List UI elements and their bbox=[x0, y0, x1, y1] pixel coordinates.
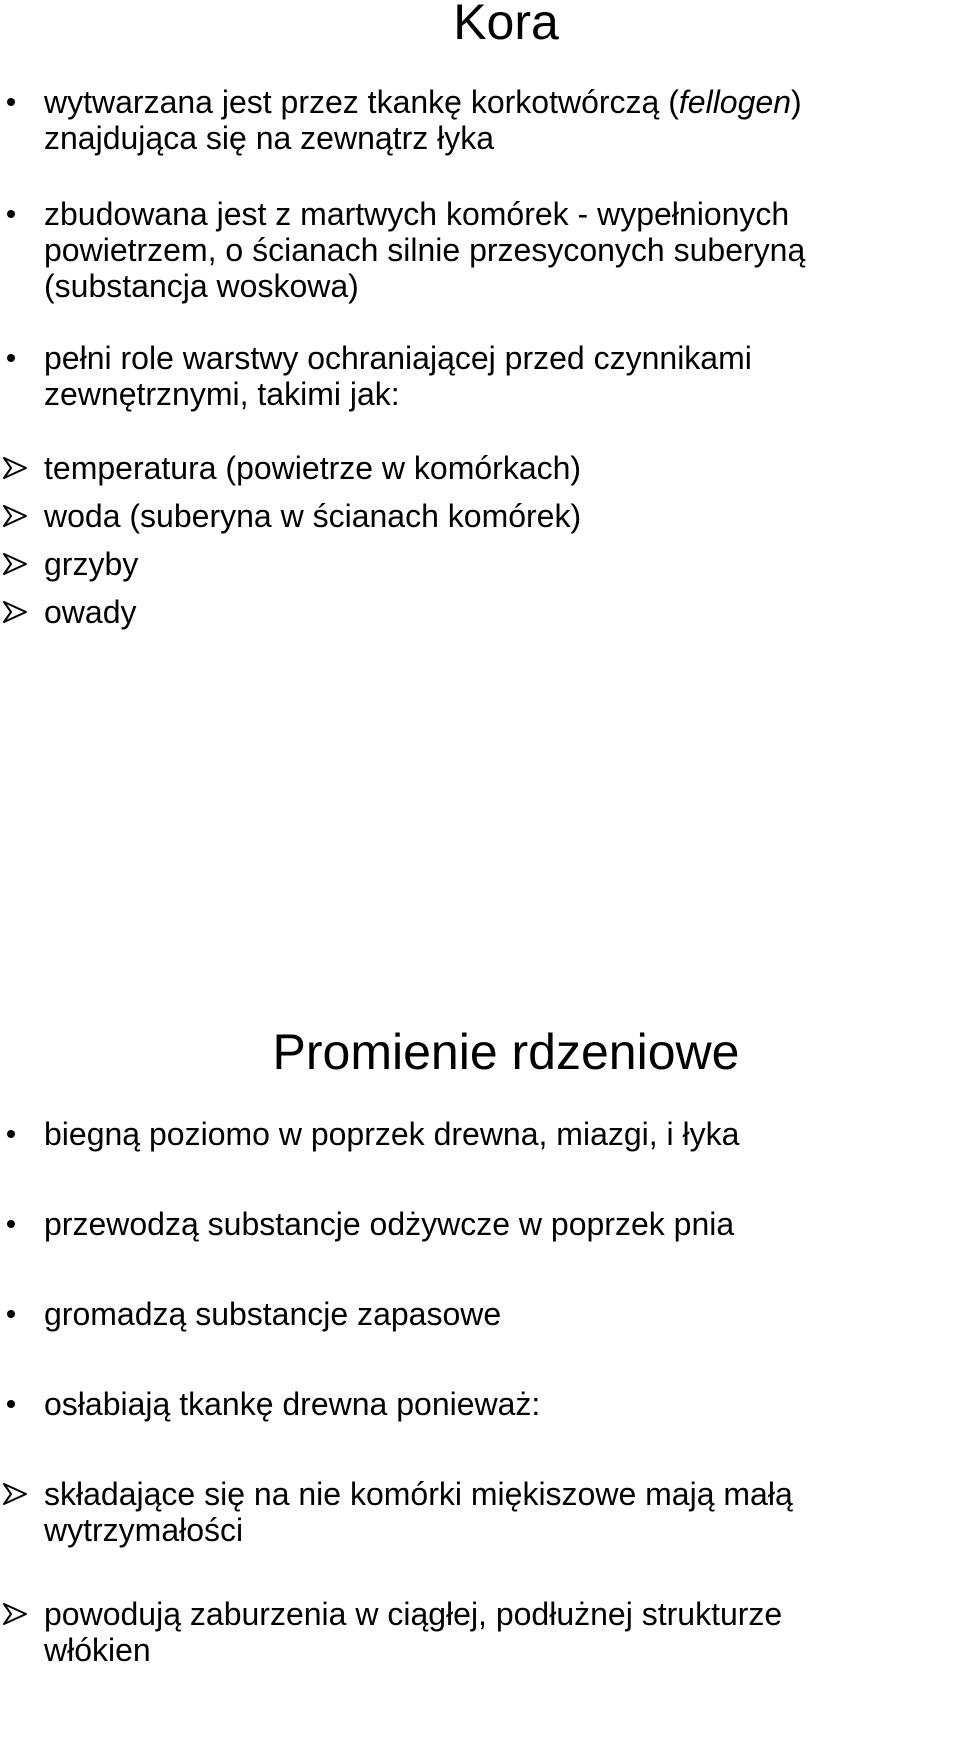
text-run: gromadzą substancje zapasowe bbox=[44, 1296, 502, 1332]
text-run: osłabiają tkankę drewna ponieważ: bbox=[44, 1386, 541, 1422]
text-run: powietrzem, o ścianach silnie przesyconych suberyną bbox=[44, 232, 806, 268]
arrowhead-bullet-icon bbox=[2, 594, 42, 630]
text-run: woda (suberyna w ścianach komórek) bbox=[44, 498, 582, 534]
italic-term: fellogen bbox=[678, 84, 791, 120]
list-item-text bbox=[44, 84, 944, 156]
text-line bbox=[44, 1476, 944, 1512]
text-run: przewodzą substancje odżywcze w poprzek pnia bbox=[44, 1206, 735, 1242]
text-line bbox=[44, 450, 944, 486]
list-item-text bbox=[44, 450, 944, 486]
text-line bbox=[44, 84, 944, 120]
text-line bbox=[44, 196, 944, 232]
text-line bbox=[44, 546, 944, 582]
section-title-kora: Kora bbox=[453, 0, 559, 50]
list-item-text bbox=[44, 340, 944, 412]
text-line bbox=[44, 1596, 944, 1632]
text-run: wytwarzana jest przez tkankę korkotwórczą ( bbox=[44, 84, 679, 120]
arrowhead-bullet-icon bbox=[2, 546, 42, 582]
text-run: owady bbox=[44, 594, 137, 630]
text-run: (substancja woskowa) bbox=[44, 268, 359, 304]
text-line bbox=[44, 120, 944, 156]
text-run: wytrzymałości bbox=[44, 1512, 244, 1548]
text-line bbox=[44, 1206, 944, 1242]
text-line bbox=[44, 340, 944, 376]
text-line bbox=[44, 1296, 944, 1332]
text-line bbox=[44, 498, 944, 534]
text-line bbox=[44, 232, 944, 268]
text-run: pełni role warstwy ochraniającej przed czynnikami bbox=[44, 340, 752, 376]
text-line bbox=[44, 376, 944, 412]
text-run: zewnętrznymi, takimi jak: bbox=[44, 376, 400, 412]
arrowhead-bullet-icon bbox=[2, 1476, 42, 1512]
text-run: biegną poziomo w poprzek drewna, miazgi, i łyka bbox=[44, 1116, 740, 1152]
bullet-dot-icon bbox=[0, 1206, 40, 1242]
text-line bbox=[44, 1512, 944, 1548]
arrowhead-bullet-icon bbox=[2, 1596, 42, 1632]
list-item-text bbox=[44, 1386, 944, 1422]
bullet-dot-icon bbox=[0, 1116, 40, 1152]
text-line bbox=[44, 1386, 944, 1422]
list-item-text bbox=[44, 546, 944, 582]
text-run: powodują zaburzenia w ciągłej, podłużnej strukturze bbox=[44, 1596, 783, 1632]
list-item-text bbox=[44, 1296, 944, 1332]
section-title-promienie-rdzeniowe: Promienie rdzeniowe bbox=[272, 1024, 740, 1080]
text-run: temperatura (powietrze w komórkach) bbox=[44, 450, 582, 486]
text-run: włókien bbox=[44, 1632, 151, 1668]
text-run: zbudowana jest z martwych komórek - wypełnionych bbox=[44, 196, 790, 232]
text-run: znajdująca się na zewnątrz łyka bbox=[44, 120, 495, 156]
list-item-text bbox=[44, 1476, 944, 1548]
text-run: grzyby bbox=[44, 546, 139, 582]
bullet-dot-icon bbox=[0, 340, 40, 376]
text-line bbox=[44, 268, 944, 304]
list-item-text bbox=[44, 1596, 944, 1668]
list-item-text bbox=[44, 1116, 944, 1152]
arrowhead-bullet-icon bbox=[2, 450, 42, 486]
list-item-text bbox=[44, 498, 944, 534]
text-run: ) bbox=[790, 84, 802, 120]
text-line bbox=[44, 1632, 944, 1668]
list-item-text bbox=[44, 196, 944, 304]
list-item-text bbox=[44, 594, 944, 630]
bullet-dot-icon bbox=[0, 1386, 40, 1422]
bullet-dot-icon bbox=[0, 196, 40, 232]
arrowhead-bullet-icon bbox=[2, 498, 42, 534]
list-item-text bbox=[44, 1206, 944, 1242]
text-run: składające się na nie komórki miękiszowe mają małą bbox=[44, 1476, 793, 1512]
bullet-dot-icon bbox=[0, 84, 40, 120]
text-line bbox=[44, 594, 944, 630]
bullet-dot-icon bbox=[0, 1296, 40, 1332]
text-line bbox=[44, 1116, 944, 1152]
